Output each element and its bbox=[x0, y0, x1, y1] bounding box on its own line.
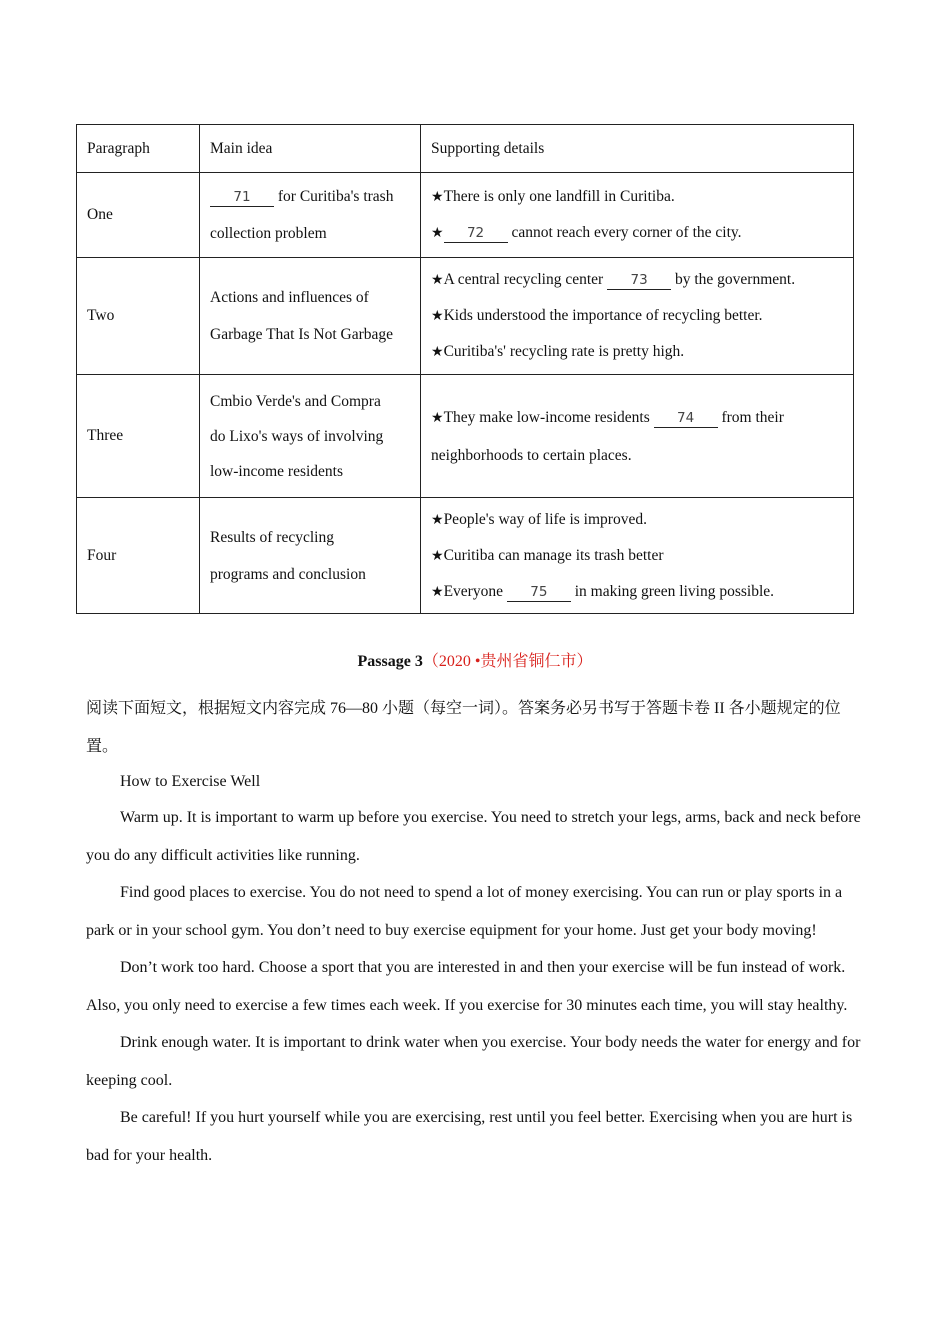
article-title: How to Exercise Well bbox=[120, 773, 261, 790]
star-icon: ★ bbox=[431, 583, 444, 600]
table-row bbox=[77, 375, 854, 498]
blank-73: 73 bbox=[607, 271, 671, 290]
star-icon: ★ bbox=[431, 225, 444, 241]
star-icon: ★ bbox=[431, 272, 444, 288]
instruction-text: 阅读下面短文，根据短文内容完成 76—80 小题（每空一词）。答案务必另书写于答题卡卷 II 各小题规定的位置。 bbox=[86, 700, 841, 755]
table-row bbox=[77, 498, 854, 614]
paragraph-cell: Three bbox=[77, 375, 200, 498]
blank-75: 75 bbox=[507, 583, 571, 602]
summary-table bbox=[76, 124, 854, 614]
header-main-idea: Main idea bbox=[200, 125, 421, 173]
passage-source: （2020 •贵州省铜仁市） bbox=[422, 653, 593, 670]
passage-heading bbox=[0, 648, 950, 671]
star-icon: ★ bbox=[431, 511, 444, 528]
main-idea-cell: Cmbio Verde's and Compra do Lixo's ways of involving low-income residents bbox=[200, 375, 421, 498]
main-idea-cell: Results of recycling programs and conclusion bbox=[200, 498, 421, 614]
paragraph-cell: One bbox=[77, 173, 200, 258]
star-icon: ★ bbox=[431, 344, 444, 360]
passage-body bbox=[86, 690, 866, 1174]
article-paragraph: Don’t work too hard. Choose a sport that you are interested in and then your exercise will be fun instead of work. Also, you only need to exercise a few times each week. If you exercise for 30 minutes each time, you will stay healthy. bbox=[86, 959, 848, 1014]
blank-71: 71 bbox=[210, 188, 274, 207]
star-icon: ★ bbox=[431, 189, 444, 205]
details-cell: ★A central recycling center 73 by the government. ★Kids understood the importance of recycling better. ★Curitiba's' recycling rate is pretty high. bbox=[421, 258, 854, 375]
paragraph-cell: Four bbox=[77, 498, 200, 614]
star-icon: ★ bbox=[431, 547, 444, 564]
header-paragraph: Paragraph bbox=[77, 125, 200, 173]
table-header-row bbox=[77, 125, 854, 173]
article-paragraph: Be careful! If you hurt yourself while you are exercising, rest until you feel better. Exercising when you are hurt is bad for your health. bbox=[86, 1109, 853, 1164]
article-paragraph: Warm up. It is important to warm up before you exercise. You need to stretch your legs, arms, back and neck before you do any difficult activities like running. bbox=[86, 809, 861, 864]
details-cell: ★They make low-income residents 74 from their neighborhoods to certain places. bbox=[421, 375, 854, 498]
details-cell: ★There is only one landfill in Curitiba. ★ 72 cannot reach every corner of the city. bbox=[421, 173, 854, 258]
paragraph-cell: Two bbox=[77, 258, 200, 375]
article-paragraph: Drink enough water. It is important to drink water when you exercise. Your body needs the water for energy and for keeping cool. bbox=[86, 1034, 861, 1089]
details-cell: ★People's way of life is improved. ★Curitiba can manage its trash better ★Everyone 75 in making green living possible. bbox=[421, 498, 854, 614]
main-idea-cell: Actions and influences of Garbage That Is Not Garbage bbox=[200, 258, 421, 375]
main-idea-cell: 71 for Curitiba's trash collection problem bbox=[200, 173, 421, 258]
star-icon: ★ bbox=[431, 409, 444, 426]
blank-72: 72 bbox=[444, 224, 508, 243]
header-supporting-details: Supporting details bbox=[421, 125, 854, 173]
article-paragraph: Find good places to exercise. You do not need to spend a lot of money exercising. You can run or play sports in a park or in your school gym. You don’t need to buy exercise equipment for your home. Just get your body moving! bbox=[86, 884, 843, 939]
star-icon: ★ bbox=[431, 308, 444, 324]
table-row bbox=[77, 173, 854, 258]
passage-label: Passage 3 bbox=[357, 653, 423, 670]
blank-74: 74 bbox=[654, 409, 718, 428]
table-row bbox=[77, 258, 854, 375]
